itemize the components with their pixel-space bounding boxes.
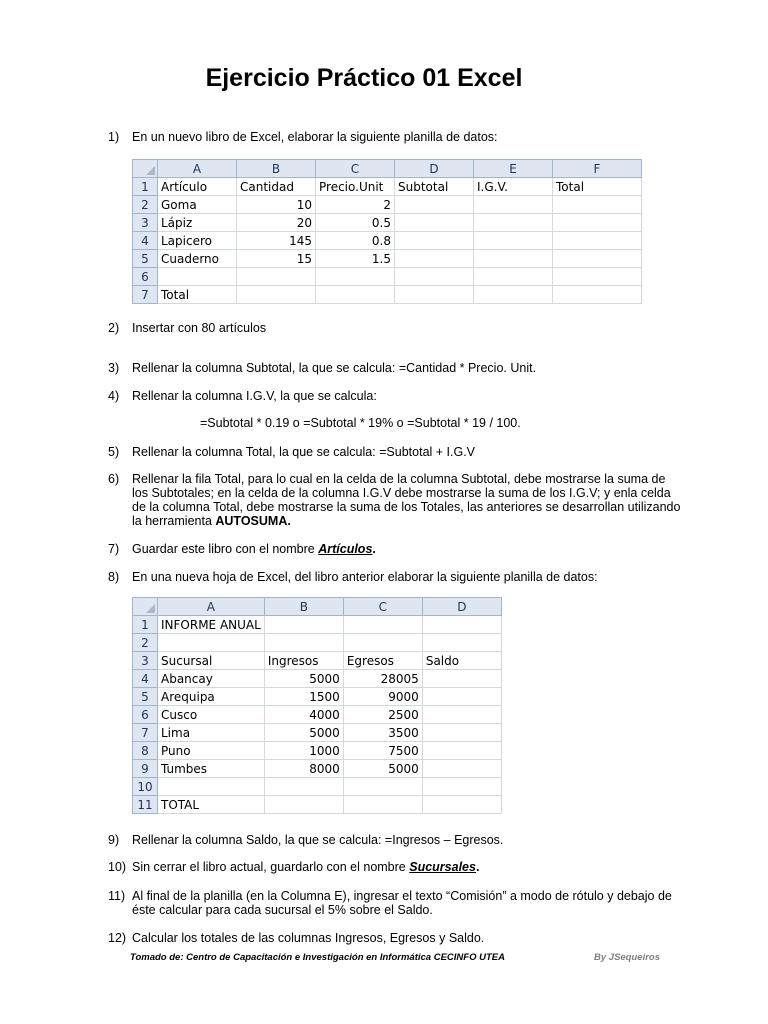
item-text: En un nuevo libro de Excel, elaborar la siguiente planilla de datos: <box>132 130 498 144</box>
spreadsheet-products <box>132 159 642 304</box>
sheet-row <box>133 214 642 232</box>
item-number: 10) <box>108 860 127 874</box>
cell[interactable] <box>264 634 343 652</box>
row-header[interactable]: 8 <box>133 742 158 760</box>
sheet-row <box>133 178 642 196</box>
cell[interactable]: 2 <box>316 196 395 214</box>
cell[interactable]: 1000 <box>264 742 343 760</box>
item-text-wrapper <box>132 860 680 874</box>
cell[interactable]: 10 <box>237 196 316 214</box>
cell[interactable] <box>237 268 316 286</box>
item-text: Rellenar la columna Saldo, la que se calcula: =Ingresos – Egresos. <box>132 833 504 847</box>
cell[interactable] <box>553 286 642 304</box>
cell[interactable] <box>422 616 501 634</box>
row-header[interactable]: 9 <box>133 760 158 778</box>
cell[interactable] <box>553 268 642 286</box>
sheet-row <box>133 634 502 652</box>
cell[interactable]: Artículo <box>158 178 237 196</box>
item-number: 11) <box>108 889 126 903</box>
row-header[interactable]: 4 <box>133 232 158 250</box>
cell[interactable] <box>422 688 501 706</box>
item-number: 8) <box>108 570 120 584</box>
sheet-row <box>133 286 642 304</box>
item-number: 12) <box>108 931 127 945</box>
item-text-wrapper <box>132 542 680 556</box>
sheet-row <box>133 796 502 814</box>
cell[interactable] <box>422 796 501 814</box>
cell[interactable]: Goma <box>158 196 237 214</box>
cell[interactable] <box>395 268 474 286</box>
sheet-row <box>133 742 502 760</box>
row-header[interactable]: 7 <box>133 724 158 742</box>
cell[interactable]: Lapicero <box>158 232 237 250</box>
select-all-corner[interactable] <box>133 598 158 616</box>
cell[interactable] <box>343 778 422 796</box>
sheet-row <box>133 760 502 778</box>
cell[interactable]: 5000 <box>343 760 422 778</box>
cell[interactable] <box>395 250 474 268</box>
cell[interactable]: Lápiz <box>158 214 237 232</box>
item-number: 6) <box>108 472 120 486</box>
cell[interactable]: 4000 <box>264 706 343 724</box>
cell[interactable] <box>422 724 501 742</box>
row-header[interactable]: 1 <box>133 616 158 634</box>
cell[interactable] <box>395 196 474 214</box>
cell[interactable]: 3500 <box>343 724 422 742</box>
item-text: Rellenar la columna Total, la que se calcula: =Subtotal + I.G.V <box>132 445 476 459</box>
cell[interactable] <box>474 196 553 214</box>
cell[interactable]: 8000 <box>264 760 343 778</box>
cell[interactable] <box>474 214 553 232</box>
item-text: Calcular los totales de las columnas Ingresos, Egresos y Saldo. <box>132 931 485 945</box>
cell[interactable] <box>158 634 265 652</box>
cell[interactable]: 0.8 <box>316 232 395 250</box>
select-all-corner[interactable] <box>133 160 158 178</box>
footer-author: By JSequeiros <box>594 952 660 963</box>
column-header[interactable]: C <box>343 598 422 616</box>
cell[interactable] <box>474 268 553 286</box>
item-number: 5) <box>108 445 120 459</box>
row-header[interactable]: 5 <box>133 688 158 706</box>
row-header[interactable]: 7 <box>133 286 158 304</box>
item-number: 4) <box>108 389 120 403</box>
cell[interactable]: Subtotal <box>395 178 474 196</box>
cell[interactable] <box>264 778 343 796</box>
row-header[interactable]: 11 <box>133 796 158 814</box>
cell[interactable]: Ingresos <box>264 652 343 670</box>
cell[interactable]: Tumbes <box>158 760 265 778</box>
cell[interactable]: 1500 <box>264 688 343 706</box>
column-header[interactable]: F <box>553 160 642 178</box>
cell[interactable] <box>422 760 501 778</box>
cell[interactable]: INFORME ANUAL <box>158 616 265 634</box>
cell[interactable] <box>343 616 422 634</box>
cell[interactable] <box>474 286 553 304</box>
period: . <box>372 542 376 556</box>
cell[interactable]: TOTAL <box>158 796 265 814</box>
item-number: 2) <box>108 321 120 335</box>
cell[interactable] <box>422 634 501 652</box>
cell[interactable]: Abancay <box>158 670 265 688</box>
row-header[interactable]: 10 <box>133 778 158 796</box>
cell[interactable] <box>395 286 474 304</box>
cell[interactable]: Cantidad <box>237 178 316 196</box>
row-header[interactable]: 6 <box>133 706 158 724</box>
cell[interactable] <box>264 796 343 814</box>
cell[interactable]: 9000 <box>343 688 422 706</box>
cell[interactable]: Total <box>553 178 642 196</box>
cell[interactable]: 145 <box>237 232 316 250</box>
cell[interactable]: 20 <box>237 214 316 232</box>
cell[interactable]: Cusco <box>158 706 265 724</box>
sheet-row <box>133 670 502 688</box>
cell[interactable] <box>316 268 395 286</box>
sheet-row <box>133 616 502 634</box>
sheet-row <box>133 196 642 214</box>
item-text: Rellenar la columna Subtotal, la que se calcula: =Cantidad * Precio. Unit. <box>132 361 537 375</box>
cell[interactable] <box>422 670 501 688</box>
cell[interactable]: Arequipa <box>158 688 265 706</box>
row-header[interactable]: 1 <box>133 178 158 196</box>
column-header[interactable]: B <box>264 598 343 616</box>
filename-sucursales: Sucursales <box>409 860 476 874</box>
sheet-row <box>133 652 502 670</box>
cell[interactable] <box>343 634 422 652</box>
cell[interactable] <box>343 796 422 814</box>
page-title: Ejercicio Práctico 01 Excel <box>205 64 523 92</box>
cell[interactable] <box>316 286 395 304</box>
item-text: Insertar con 80 artículos <box>132 321 267 335</box>
cell[interactable]: Egresos <box>343 652 422 670</box>
cell[interactable] <box>422 778 501 796</box>
column-header[interactable]: A <box>158 598 265 616</box>
cell[interactable]: 15 <box>237 250 316 268</box>
autosuma-keyword: AUTOSUMA. <box>215 514 291 528</box>
cell[interactable] <box>395 232 474 250</box>
cell[interactable]: Saldo <box>422 652 501 670</box>
filename-articulos: Artículos <box>318 542 373 556</box>
cell[interactable] <box>422 742 501 760</box>
row-header[interactable]: 3 <box>133 214 158 232</box>
row-header[interactable]: 2 <box>133 196 158 214</box>
column-header[interactable]: A <box>158 160 237 178</box>
cell[interactable]: Total <box>158 286 237 304</box>
cell[interactable] <box>237 286 316 304</box>
cell[interactable] <box>474 250 553 268</box>
item-text-wrapper <box>132 472 684 528</box>
cell[interactable] <box>158 778 265 796</box>
sheet-row <box>133 268 642 286</box>
row-header[interactable]: 4 <box>133 670 158 688</box>
sheet-row <box>133 706 502 724</box>
column-header[interactable]: D <box>422 598 501 616</box>
column-header[interactable]: B <box>237 160 316 178</box>
cell[interactable]: 1.5 <box>316 250 395 268</box>
item-text: Sin cerrar el libro actual, guardarlo con el nombre <box>132 860 410 874</box>
igv-formula: =Subtotal * 0.19 o =Subtotal * 19% o =Subtotal * 19 / 100. <box>200 416 521 430</box>
cell[interactable]: I.G.V. <box>474 178 553 196</box>
cell[interactable] <box>553 214 642 232</box>
cell[interactable]: Lima <box>158 724 265 742</box>
sheet-row <box>133 724 502 742</box>
cell[interactable]: 0.5 <box>316 214 395 232</box>
cell[interactable] <box>422 706 501 724</box>
cell[interactable]: 2500 <box>343 706 422 724</box>
sheet-row <box>133 688 502 706</box>
row-header[interactable]: 5 <box>133 250 158 268</box>
cell[interactable]: 5000 <box>264 724 343 742</box>
cell[interactable] <box>553 250 642 268</box>
footer-source: Tomado de: Centro de Capacitación e Investigación en Informática CECINFO UTEA <box>130 952 505 963</box>
row-header[interactable]: 6 <box>133 268 158 286</box>
cell[interactable] <box>264 616 343 634</box>
row-header[interactable]: 3 <box>133 652 158 670</box>
item-number: 3) <box>108 361 120 375</box>
cell[interactable]: 28005 <box>343 670 422 688</box>
item-number: 7) <box>108 542 120 556</box>
item-number: 9) <box>108 833 120 847</box>
column-header[interactable]: E <box>474 160 553 178</box>
item-text: Al final de la planilla (en la Columna E), ingresar el texto “Comisión” a modo de rótulo y debajo de éste calcular para cada sucursal el 5% sobre el Saldo. <box>132 889 672 917</box>
sheet-row <box>133 250 642 268</box>
sheet-row <box>133 778 502 796</box>
period: . <box>475 860 480 874</box>
item-text: Rellenar la columna I.G.V, la que se calcula: <box>132 389 377 403</box>
cell[interactable] <box>395 214 474 232</box>
cell[interactable]: 7500 <box>343 742 422 760</box>
item-number: 1) <box>108 130 120 144</box>
column-header[interactable]: D <box>395 160 474 178</box>
row-header[interactable]: 2 <box>133 634 158 652</box>
spreadsheet-branches <box>132 597 502 814</box>
item-text: Rellenar la fila Total, para lo cual en la celda de la columna Subtotal, debe mostrarse la suma de los Subtotales; en la celda de la columna I.G.V debe mostrarse la suma de los I.G.V; y enla celda de la columna Total, debe mostrarse la suma de los Totales, las anteriores se desarrollan utilizando la herramienta <box>132 472 681 528</box>
cell[interactable] <box>553 196 642 214</box>
cell[interactable]: Puno <box>158 742 265 760</box>
sheet-row <box>133 232 642 250</box>
cell[interactable] <box>158 268 237 286</box>
cell[interactable] <box>553 232 642 250</box>
item-text: En una nueva hoja de Excel, del libro anterior elaborar la siguiente planilla de datos: <box>132 570 598 584</box>
cell[interactable]: Precio.Unit <box>316 178 395 196</box>
cell[interactable]: 5000 <box>264 670 343 688</box>
cell[interactable] <box>474 232 553 250</box>
cell[interactable]: Cuaderno <box>158 250 237 268</box>
cell[interactable]: Sucursal <box>158 652 265 670</box>
item-text: Guardar este libro con el nombre <box>132 542 319 556</box>
column-header[interactable]: C <box>316 160 395 178</box>
